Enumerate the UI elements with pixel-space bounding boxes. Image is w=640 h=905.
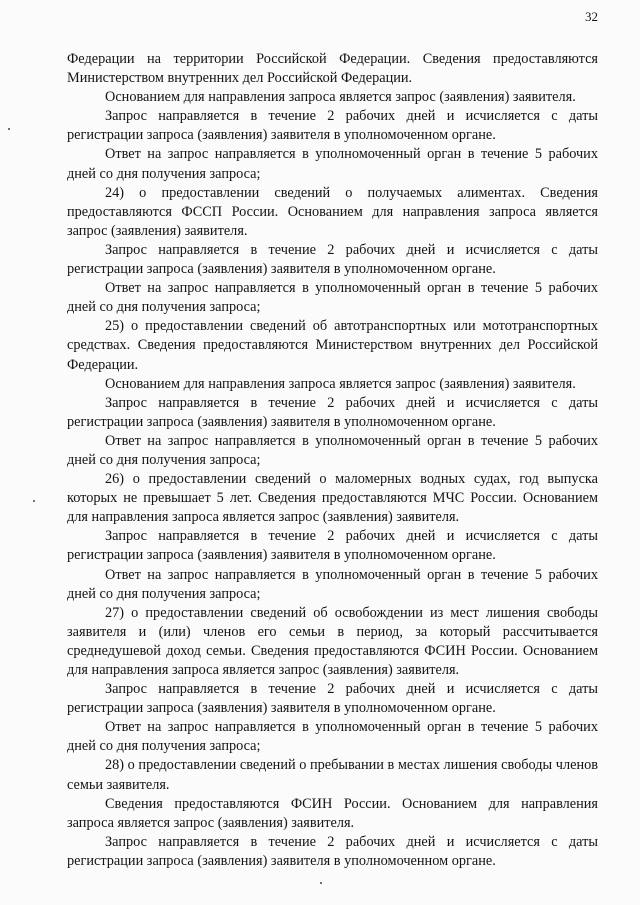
paragraph: Федерации на территории Российской Федерации. Сведения предоставляются Министерством внутренних дел Российской Федерации. [67,51,598,87]
paragraph: Ответ на запрос направляется в уполномоченный орган в течение 5 рабочих дней со дня получения запроса; [67,146,598,182]
paragraph: Основанием для направления запроса является запрос (заявления) заявителя. [105,375,576,392]
paragraph: Основанием для направления запроса является запрос (заявления) заявителя. [105,89,576,106]
paragraph: Сведения предоставляются ФСИН России. Основанием для направления запроса является запрос (заявления) заявителя. [67,795,598,831]
paragraph: Ответ на запрос направляется в уполномоченный орган в течение 5 рабочих дней со дня получения запроса; [67,719,598,755]
paragraph: Запрос направляется в течение 2 рабочих дней и исчисляется с даты регистрации запроса (заявления) заявителя в уполномоченном органе. [67,681,598,717]
paragraph: Ответ на запрос направляется в уполномоченный орган в течение 5 рабочих дней со дня получения запроса; [67,566,598,602]
paragraph: Запрос направляется в течение 2 рабочих дней и исчисляется с даты регистрации запроса (заявления) заявителя в уполномоченном органе. [67,108,598,144]
paragraph: Запрос направляется в течение 2 рабочих дней и исчисляется с даты регистрации запроса (заявления) заявителя в уполномоченном органе. [67,528,598,564]
paragraph: Ответ на запрос направляется в уполномоченный орган в течение 5 рабочих дней со дня получения запроса; [67,280,598,316]
paragraph: 28) о предоставлении сведений о пребывании в местах лишения свободы членов семьи заявителя. [67,757,598,793]
paragraph: 24) о предоставлении сведений о получаемых алиментах. Сведения предоставляются ФССП России. Основанием для направления запроса является запрос (заявления) заявителя. [67,184,598,239]
scan-speck [8,128,10,130]
paragraph: 25) о предоставлении сведений об автотранспортных или мототранспортных средствах. Сведения предоставляются Министерством внутренних дел Российской Федерации. [67,318,598,373]
scan-speck [320,882,322,884]
paragraph: 26) о предоставлении сведений о маломерных водных судах, год выпуска которых не превышает 5 лет. Сведения предоставляются МЧС России. Основанием для направления запроса является запрос (заявления) заявителя. [67,471,598,526]
scan-speck [33,500,35,502]
document-body [67,50,598,871]
page-number: 32 [585,9,598,24]
paragraph: Запрос направляется в течение 2 рабочих дней и исчисляется с даты регистрации запроса (заявления) заявителя в уполномоченном органе. [67,241,598,278]
paragraph: Запрос направляется в течение 2 рабочих дней и исчисляется с даты регистрации запроса (заявления) заявителя в уполномоченном органе. [67,394,598,430]
paragraph: Ответ на запрос направляется в уполномоченный орган в течение 5 рабочих дней со дня получения запроса; [67,432,598,468]
paragraph: Запрос направляется в течение 2 рабочих дней и исчисляется с даты регистрации запроса (заявления) заявителя в уполномоченном органе. [67,833,598,869]
paragraph: 27) о предоставлении сведений об освобождении из мест лишения свободы заявителя и (или) членов его семьи в период, за который рассчитывается среднедушевой доход семьи. Сведения предоставляются ФСИН России. Основанием для направления запроса является запрос (заявления) заявителя. [67,604,598,678]
